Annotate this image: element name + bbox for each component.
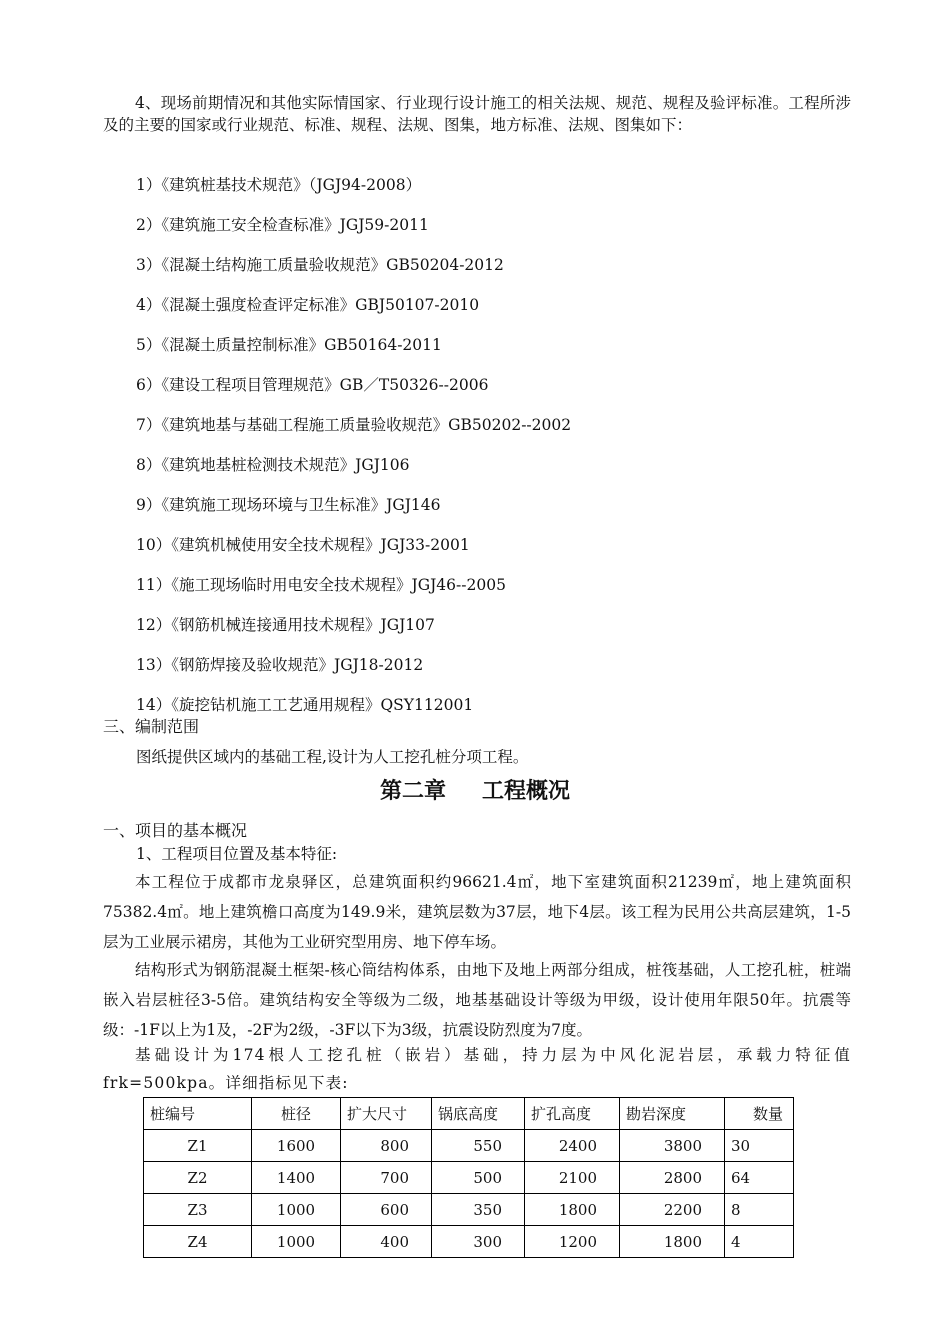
table-header-row [144,1098,794,1130]
table-cell: Z2 [144,1162,252,1194]
pile-spec-table [143,1097,794,1258]
standard-item: 9）《建筑施工现场环境与卫生标准》JGJ146 [136,496,441,514]
table-cell: 1200 [525,1226,620,1258]
standard-item: 2）《建筑施工安全检查标准》JGJ59-2011 [136,216,429,234]
table-cell: 1600 [252,1130,341,1162]
table-cell: 1000 [252,1194,341,1226]
standard-item: 8）《建筑地基桩检测技术规范》JGJ106 [136,456,410,474]
table-cell: Z3 [144,1194,252,1226]
table-cell: 30 [725,1130,794,1162]
table-header-cell: 桩编号 [144,1098,252,1130]
table-cell: 2800 [620,1162,725,1194]
table-cell: 8 [725,1194,794,1226]
table-cell: 3800 [620,1130,725,1162]
standard-item: 7）《建筑地基与基础工程施工质量验收规范》GB50202--2002 [136,416,572,434]
structure-paragraph: 结构形式为钢筋混凝土框架-核心筒结构体系，由地下及地上两部分组成，桩筏基础，人工挖孔桩，桩端嵌入岩层桩径3-5倍。建筑结构安全等级为二级，地基基础设计等级为甲级，设计使用年限50年。抗震等级：-1F以上为1及，-2F为2级，-3F以下为3级，抗震设防烈度为7度。 [103,961,851,1039]
standard-item: 10）《建筑机械使用安全技术规程》JGJ33-2001 [136,536,470,554]
table-row [144,1162,794,1194]
table-cell: 800 [341,1130,432,1162]
standard-item: 5）《混凝土质量控制标准》GB50164-2011 [136,336,442,354]
table-cell: 1000 [252,1226,341,1258]
sub1-heading: 1、工程项目位置及基本特征: [136,845,338,863]
standard-item: 13）《钢筋焊接及验收规范》JGJ18-2012 [136,656,424,674]
section3-text: 图纸提供区域内的基础工程,设计为人工挖孔桩分项工程。 [136,748,529,766]
standard-item: 1）《建筑桩基技术规范》（JGJ94-2008） [136,176,422,194]
chapter-title [0,776,950,806]
table-cell: 700 [341,1162,432,1194]
standard-item: 3）《混凝土结构施工质量验收规范》GB50204-2012 [136,256,504,274]
standard-item: 4）《混凝土强度检查评定标准》GBJ50107-2010 [136,296,480,314]
table-header-cell: 扩孔高度 [525,1098,620,1130]
table-row [144,1226,794,1258]
table-row [144,1130,794,1162]
table-cell: 2400 [525,1130,620,1162]
standard-item: 12）《钢筋机械连接通用技术规程》JGJ107 [136,616,435,634]
table-header-cell: 锅底高度 [432,1098,525,1130]
table-cell: 2200 [620,1194,725,1226]
table-cell: 400 [341,1226,432,1258]
table-cell: 64 [725,1162,794,1194]
table-header-cell: 数量 [725,1098,794,1130]
section3-heading: 三、编制范围 [103,717,200,736]
table-cell: 4 [725,1226,794,1258]
table-cell: 600 [341,1194,432,1226]
table-row [144,1194,794,1226]
table-cell: 1400 [252,1162,341,1194]
table-cell: 550 [432,1130,525,1162]
table-cell: 2100 [525,1162,620,1194]
chapter-number: 第二章 [379,778,446,804]
standard-item: 14）《旋挖钻机施工工艺通用规程》QSY112001 [136,696,474,714]
table-header-cell: 桩径 [252,1098,341,1130]
table-cell: Z1 [144,1130,252,1162]
overview-paragraph: 本工程位于成都市龙泉驿区，总建筑面积约96621.4㎡，地下室建筑面积21239㎡，地上建筑面积75382.4㎡。地上建筑檐口高度为149.9米，建筑层数为37层，地下4层。该工程为民用公共高层建筑，1-5层为工业展示裙房，其他为工业研究型用房、地下停车场。 [103,873,851,951]
table-cell: 350 [432,1194,525,1226]
table-header-cell: 扩大尺寸 [341,1098,432,1130]
chapter-name: 工程概况 [482,778,571,804]
table-cell: 1800 [620,1226,725,1258]
table-cell: 500 [432,1162,525,1194]
standard-item: 11）《施工现场临时用电安全技术规程》JGJ46--2005 [136,576,506,594]
foundation-paragraph: 基础设计为174根人工挖孔桩（嵌岩）基础，持力层为中风化泥岩层，承载力特征值frk=500kpa。详细指标见下表: [103,1046,851,1092]
table-cell: 1800 [525,1194,620,1226]
table-cell: Z4 [144,1226,252,1258]
section1-heading: 一、项目的基本概况 [103,821,248,840]
intro-paragraph: 4、现场前期情况和其他实际情国家、行业现行设计施工的相关法规、规范、规程及验评标准。工程所涉及的主要的国家或行业规范、标准、规程、法规、图集，地方标准、法规、图集如下： [103,94,851,134]
table-cell: 300 [432,1226,525,1258]
table-header-cell: 勘岩深度 [620,1098,725,1130]
standard-item: 6）《建设工程项目管理规范》GB／T50326--2006 [136,376,489,394]
